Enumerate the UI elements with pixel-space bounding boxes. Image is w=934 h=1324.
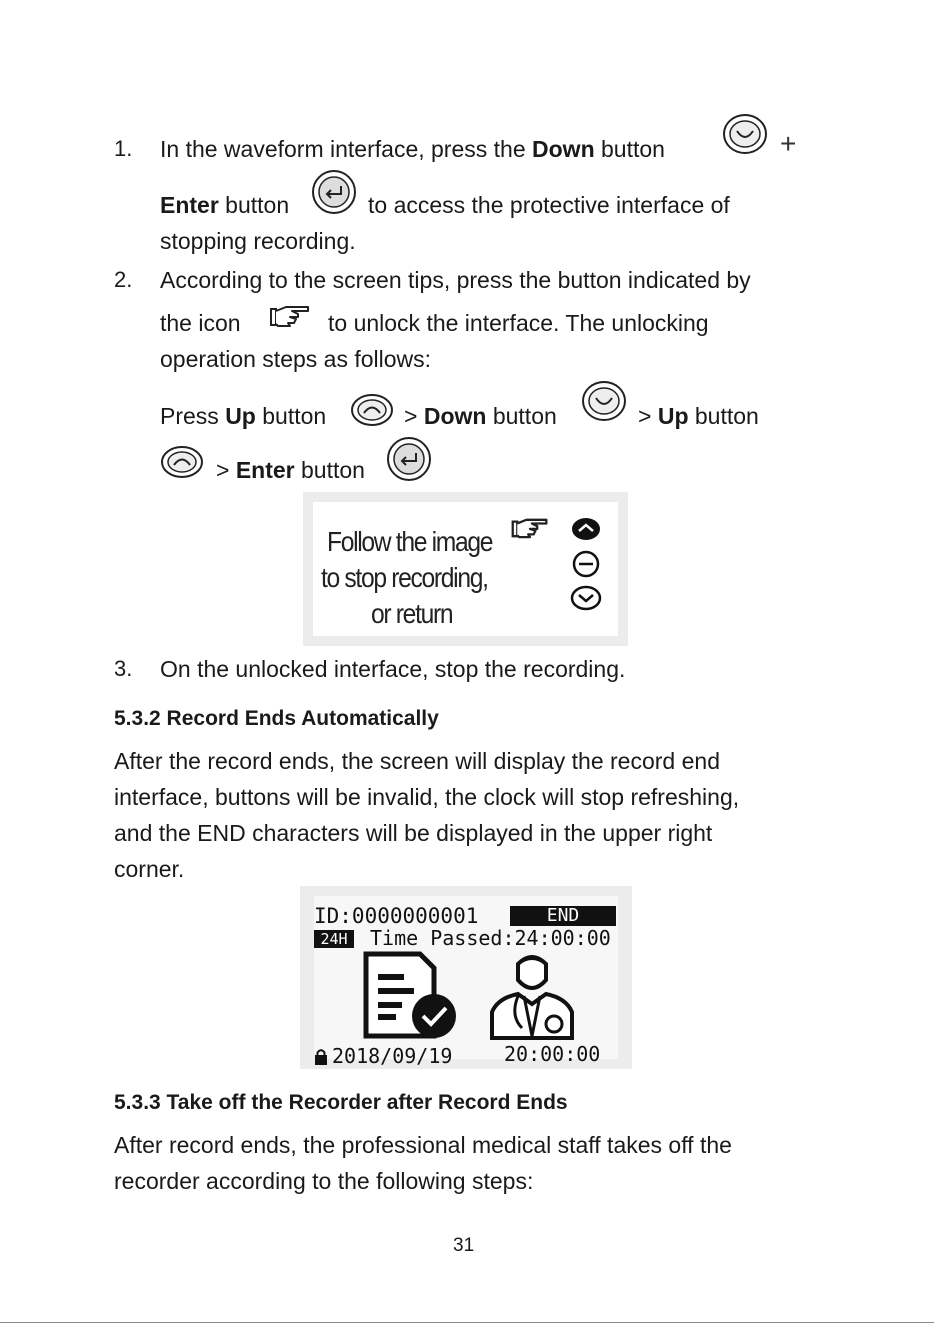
lock-icon — [314, 1048, 328, 1066]
unlock-screen-image — [303, 492, 628, 646]
down-button-icon — [722, 113, 768, 155]
pointing-hand-icon — [268, 303, 312, 329]
text: button — [294, 457, 365, 483]
doctor-icon — [484, 950, 580, 1042]
step-number: 2. — [114, 267, 133, 292]
screen-text: to stop recording, — [321, 562, 488, 593]
page-number: 31 — [453, 1235, 475, 1256]
button-name: Enter — [235, 457, 295, 483]
clock-time: 20:00:00 — [504, 1042, 601, 1066]
end-badge: END — [510, 906, 616, 926]
text: button — [255, 403, 327, 429]
down-arrow-icon — [569, 585, 603, 611]
paragraph-line: After record ends, the professional medical staff takes off the — [114, 1132, 732, 1158]
step-text — [160, 187, 289, 223]
down-button-icon — [581, 380, 627, 422]
up-arrow-icon — [569, 516, 603, 542]
paragraph-line: and the END characters will be displayed in the upper right — [114, 820, 713, 846]
step-text: According to the screen tips, press the button indicated by — [160, 267, 751, 293]
screen-text: Follow the image — [327, 526, 493, 557]
paragraph-line: After the record ends, the screen will display the record end — [114, 748, 720, 774]
step-text: to unlock the interface. The unlocking — [328, 310, 709, 336]
record-end-screen-image — [300, 886, 632, 1069]
text: button — [688, 403, 759, 429]
page-bottom-rule — [0, 1322, 934, 1323]
sequence-text — [638, 398, 759, 434]
plus-sign: + — [780, 128, 797, 159]
text: > — [216, 457, 236, 483]
time-passed: Time Passed:24:00:00 — [370, 926, 611, 950]
text: button — [594, 136, 665, 162]
step-text: stopping recording. — [160, 228, 356, 254]
paragraph-line: recorder according to the following steps: — [114, 1168, 534, 1194]
sequence-text — [216, 452, 365, 488]
text: > — [638, 403, 658, 429]
unlock-screen-display — [313, 502, 618, 636]
enter-button-icon — [311, 169, 357, 215]
sequence-text — [404, 398, 557, 434]
24h-badge: 24H — [314, 930, 354, 948]
section-heading: 5.3.2 Record Ends Automatically — [114, 707, 439, 730]
up-button-icon — [160, 445, 204, 479]
text: In the waveform interface, press the — [160, 136, 533, 162]
button-name: Down — [423, 403, 487, 429]
button-name: Down — [532, 136, 595, 162]
sequence-text — [160, 398, 326, 434]
text: Press — [160, 403, 226, 429]
button-name: Up — [657, 403, 689, 429]
step-number: 3. — [114, 656, 133, 681]
text: > — [404, 403, 424, 429]
paragraph-line: interface, buttons will be invalid, the clock will stop refreshing, — [114, 784, 740, 810]
date: 2018/09/19 — [332, 1044, 453, 1068]
section-heading: 5.3.3 Take off the Recorder after Record Ends — [114, 1091, 568, 1114]
enter-button-icon — [386, 436, 432, 482]
device-id: ID:0000000001 — [314, 904, 479, 928]
text: button — [486, 403, 557, 429]
step-text: to access the protective interface of — [368, 192, 730, 218]
record-end-screen-display — [314, 896, 618, 1068]
step-number: 1. — [114, 136, 133, 161]
step-text: operation steps as follows: — [160, 346, 432, 372]
step-text: On the unlocked interface, stop the recording. — [160, 656, 626, 682]
button-name: Up — [225, 403, 256, 429]
button-name: Enter — [160, 192, 219, 218]
screen-text: or return — [371, 598, 453, 629]
step-text: the icon — [160, 310, 241, 336]
paragraph-line: corner. — [114, 856, 185, 882]
text: button — [218, 192, 290, 218]
step-text — [160, 131, 665, 167]
enter-symbol-icon — [571, 550, 601, 578]
up-button-icon — [350, 393, 394, 427]
document-check-icon — [360, 950, 470, 1042]
pointing-hand-icon — [510, 516, 550, 540]
